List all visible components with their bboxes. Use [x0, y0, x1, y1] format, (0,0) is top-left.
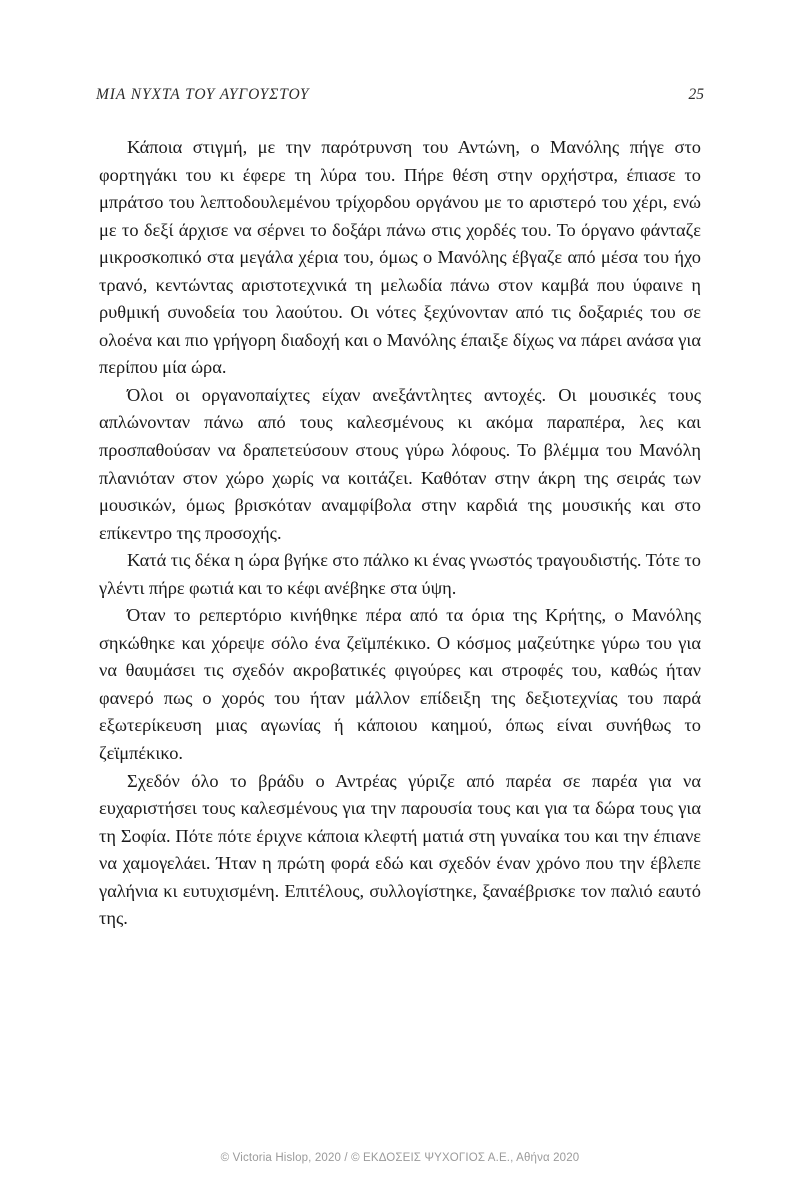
running-head-title: ΜΙΑ ΝΥΧΤΑ ΤΟΥ ΑΥΓΟΥΣΤΟΥ — [96, 86, 310, 103]
paragraph: Όταν το ρεπερτόριο κινήθηκε πέρα από τα όρια της Κρήτης, ο Μανόλης σηκώθηκε και χόρεψε σόλο ένα ζεϊμπέκικο. Ο κόσμος μαζεύτηκε γύρω του για να θαυμάσει τις σχεδόν ακροβατικές φιγούρες και στροφές του, καθώς ήταν φανερό πως ο χορός του ήταν μάλλον επίδειξη της δεξιοτεχνίας του παρά εξωτερίκευση μιας αγωνίας ή κάποιου καημού, όπως είναι συνήθως το ζεϊμπέκικο. — [99, 605, 701, 764]
page-footer — [0, 1148, 800, 1166]
page-number: 25 — [688, 86, 704, 103]
paragraph: Κατά τις δέκα η ώρα βγήκε στο πάλκο κι ένας γνωστός τραγουδιστής. Τότε το γλέντι πήρε φωτιά και το κέφι ανέβηκε στα ύψη. — [99, 550, 701, 598]
paragraph: Κάποια στιγμή, με την παρότρυνση του Αντώνη, ο Μανόλης πήγε στο φορτηγάκι του κι έφερε τη λύρα του. Πήρε θέση στην ορχήστρα, έπιασε το μπράτσο του λεπτοδουλεμένου τρίχορδου οργάνου με το αριστερό του χέρι, ενώ με το δεξί άρχισε να σέρνει το δοξάρι πάνω στις χορδές του. Το όργανο φάνταζε μικροσκοπικό στα μεγάλα χέρια του, όμως ο Μανόλης έβγαζε από μέσα του ήχο τρανό, κεντώντας αριστοτεχνικά τη μελωδία πάνω στον καμβά που ύφαινε η ρυθμική συνοδεία του λαούτου. Οι νότες ξεχύνονταν από τις δοξαριές του σε ολοένα και πιο γρήγορη διαδοχή και ο Μανόλης έπαιξε δίχως να πάρει ανάσα για περίπου μία ώρα. — [99, 137, 701, 378]
copyright-notice: © Victoria Hislop, 2020 / © ΕΚΔΟΣΕΙΣ ΨΥΧΟΓΙΟΣ Α.Ε., Αθήνα 2020 — [220, 1152, 580, 1164]
body-text-block — [99, 134, 701, 933]
paragraph: Σχεδόν όλο το βράδυ ο Αντρέας γύριζε από παρέα σε παρέα για να ευχαριστήσει τους καλεσμένους για την παρουσία τους και για τα δώρα τους για τη Σοφία. Πότε πότε έριχνε κάποια κλεφτή ματιά στη γυναίκα του και την έπιανε να χαμογελάει. Ήταν η πρώτη φορά εδώ και σχεδόν έναν χρόνο που την έβλεπε γαλήνια κι ευτυχισμένη. Επιτέλους, συλλογίστηκε, ξαναέβρισκε τον παλιό εαυτό της. — [99, 770, 701, 929]
running-head — [96, 86, 704, 110]
paragraph: Όλοι οι οργανοπαίχτες είχαν ανεξάντλητες αντοχές. Οι μουσικές τους απλώνονταν πάνω από τους καλεσμένους κι ακόμα παραπέρα, λες και προσπαθούσαν να δραπετεύσουν στους γύρω λόφους. Το βλέμμα του Μανόλη πλανιόταν στον χώρο χωρίς να κοιτάζει. Καθόταν στην άκρη της σειράς των μουσικών, όμως βρισκόταν αναμφίβολα στην καρδιά της μουσικής και στο επίκεντρο της προσοχής. — [99, 384, 701, 543]
